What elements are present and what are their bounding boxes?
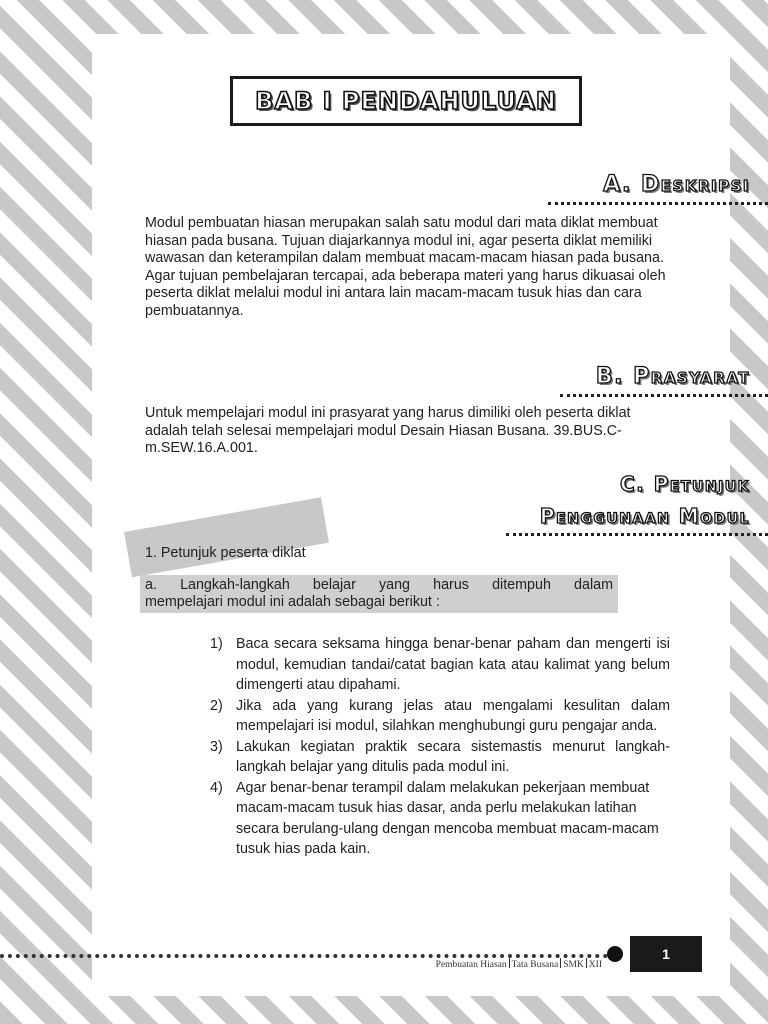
step-number: 2) xyxy=(210,697,223,714)
sub-a-line1: a. Langkah-langkah belajar yang harus ditempuh dalam xyxy=(145,577,613,593)
step-number: 3) xyxy=(210,738,223,755)
list-item xyxy=(200,737,670,778)
steps-list xyxy=(200,634,670,860)
footer-part4: XII xyxy=(588,960,602,970)
section-c-dotted-rule xyxy=(506,533,768,536)
section-c-heading-line2: Penggunaan Modul xyxy=(539,504,750,528)
petunjuk-subheading: 1. Petunjuk peserta diklat xyxy=(145,545,306,561)
list-item xyxy=(200,778,670,860)
page-number: 1 xyxy=(662,946,670,962)
section-a-dotted-rule xyxy=(548,202,768,205)
section-a-text: Modul pembuatan hiasan merupakan salah satu modul dari mata diklat membuat hiasan pada busana. Tujuan diajarkannya modul ini, agar peserta diklat memiliki wawasan dan keterampilan dalam membuat macam-macam hiasan pada busana. Agar tujuan pembelajaran tercapai, ada beberapa materi yang harus dikuasai oleh peserta diklat melalui modul ini antara lain macam-macam tusuk hias dan cara pembuatannya. xyxy=(145,215,666,319)
footer-separator xyxy=(509,958,510,968)
list-item xyxy=(200,634,670,696)
footer-part1: Pembuatan Hiasan xyxy=(435,960,507,970)
sub-a-line2: mempelajari modul ini adalah sebagai berikut : xyxy=(145,594,440,610)
step-text: Lakukan kegiatan praktik secara sistemastis menurut langkah- langkah belajar yang ditulis pada modul ini. xyxy=(236,738,670,775)
section-b-dotted-rule xyxy=(560,394,768,397)
page-number-box xyxy=(630,936,702,972)
footer-running-title xyxy=(436,958,602,970)
step-text: Agar benar-benar terampil dalam melakukan pekerjaan membuat macam-macam tusuk hias dasar, anda perlu melakukan latihan secara berulang-ulang dengan mencoba membuat macam-macam tusuk hias pada kain. xyxy=(236,779,659,857)
step-number: 4) xyxy=(210,779,223,796)
footer-separator xyxy=(560,958,561,968)
section-c-heading-line1: C. Petunjuk xyxy=(619,472,750,496)
section-a-heading: A. Deskripsi xyxy=(603,172,750,197)
footer-bullet-icon xyxy=(607,946,623,962)
step-text: Jika ada yang kurang jelas atau mengalami kesulitan dalam mempelajari isi modul, silahkan menghubungi guru pengajar anda. xyxy=(236,697,670,734)
step-number: 1) xyxy=(210,636,223,652)
step-text: Baca secara seksama hingga benar-benar paham dan mengerti isi modul, kemudian tandai/catat bagian kata atau kalimat yang belum dimengerti atau dipahami. xyxy=(236,636,670,693)
footer-part3: SMK xyxy=(563,960,584,970)
footer-separator xyxy=(586,958,587,968)
section-b-heading: B. Prasyarat xyxy=(595,364,750,389)
chapter-title: BAB I PENDAHULUAN xyxy=(255,87,557,115)
chapter-title-box xyxy=(230,76,582,126)
section-b-text: Untuk mempelajari modul ini prasyarat yang harus dimiliki oleh peserta diklat adalah telah selesai mempelajari modul Desain Hiasan Busana. 39.BUS.C- m.SEW.16.A.001. xyxy=(145,405,631,456)
footer-part2: Tata Busana xyxy=(511,960,559,970)
petunjuk-sub-a xyxy=(140,575,618,613)
list-item xyxy=(200,696,670,737)
